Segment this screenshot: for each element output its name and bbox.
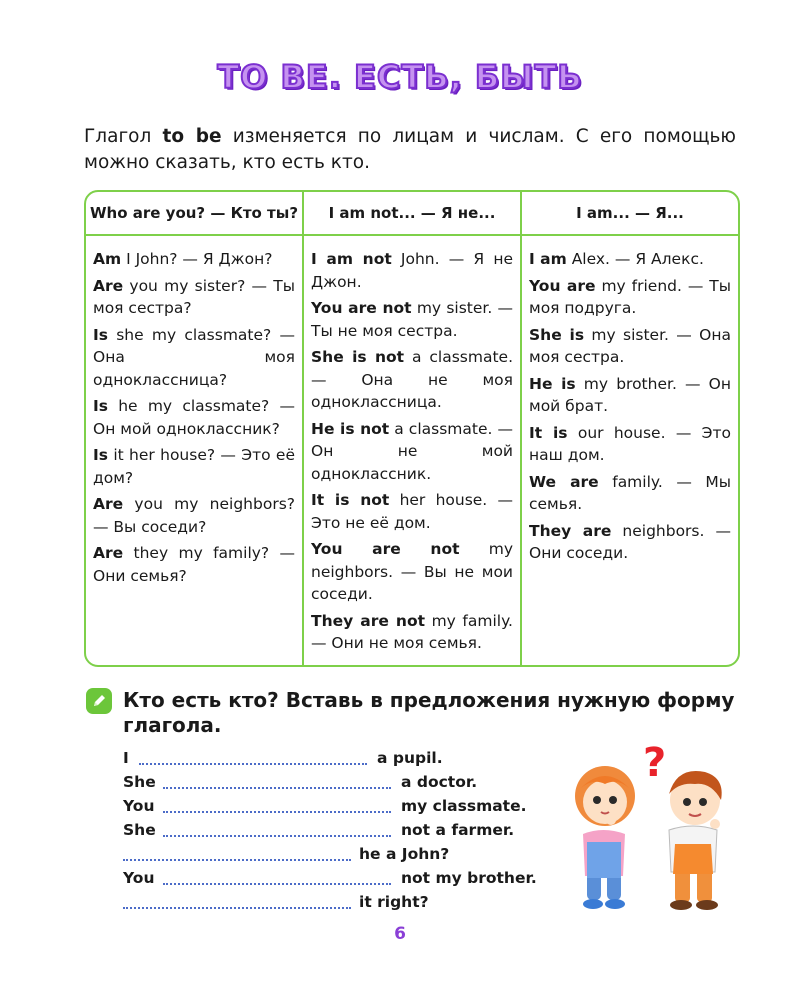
entry-bold: Am bbox=[93, 250, 122, 268]
line-start: I bbox=[123, 749, 129, 767]
entry-text: my sister. — Ты не моя сестра. bbox=[311, 299, 513, 340]
entry-bold: You are not bbox=[311, 299, 412, 317]
header-positive: I am... — Я... bbox=[520, 192, 738, 236]
entry-text: she my classmate? — Она моя одноклассница? bbox=[93, 325, 295, 389]
table-entry bbox=[93, 395, 295, 440]
entry-text: my friend. — Ты моя подруга. bbox=[529, 276, 732, 317]
entry-text: he my classmate? — Он мой одноклассник? bbox=[93, 397, 295, 438]
entry-text: you my neighbors? — Вы соседи? bbox=[93, 495, 295, 536]
table-entry bbox=[311, 610, 513, 655]
entry-text: I John? — Я Джон? bbox=[121, 250, 273, 268]
table-row bbox=[86, 236, 738, 665]
intro-text-after: изменяется по лицам и числам. С его помощью можно сказать, кто есть кто. bbox=[84, 126, 736, 173]
entry-bold: She is bbox=[529, 325, 585, 344]
blank-field[interactable] bbox=[163, 811, 391, 813]
intro-bold-term: to be bbox=[162, 126, 222, 147]
table-entry bbox=[529, 471, 731, 516]
entry-bold: Is bbox=[93, 325, 108, 344]
column-negatives bbox=[302, 236, 520, 665]
blank-field[interactable] bbox=[123, 907, 351, 909]
entry-bold: You are bbox=[529, 276, 596, 295]
line-end: not a farmer. bbox=[401, 821, 515, 839]
entry-bold: I am not bbox=[311, 250, 392, 268]
line-start: She bbox=[123, 821, 156, 839]
exercise-line bbox=[123, 746, 563, 770]
entry-bold: It is bbox=[529, 423, 568, 442]
table-entry bbox=[311, 346, 513, 414]
blank-field[interactable] bbox=[163, 787, 391, 789]
entry-text: my sister. — Она моя сестра. bbox=[529, 325, 731, 366]
line-end: my classmate. bbox=[401, 797, 527, 815]
entry-text: our house. — Это наш дом. bbox=[529, 423, 731, 464]
table-entry bbox=[93, 542, 295, 587]
entry-bold: Is bbox=[93, 446, 108, 464]
header-negative: I am not... — Я не... bbox=[302, 192, 520, 236]
line-end: a doctor. bbox=[401, 773, 478, 791]
line-start: You bbox=[123, 869, 155, 887]
exercise-line bbox=[123, 818, 563, 842]
entry-text: a classmate. — Она не моя одноклассница. bbox=[311, 348, 514, 411]
table-entry bbox=[529, 422, 731, 467]
entry-bold: He is bbox=[529, 374, 576, 393]
line-end: it right? bbox=[359, 893, 429, 911]
entry-text: you my sister? — Ты моя сестра? bbox=[93, 276, 295, 317]
exercise-line bbox=[123, 842, 563, 866]
table-entry bbox=[529, 275, 731, 320]
entry-text: her house. — Это не её дом. bbox=[311, 491, 514, 532]
line-end: he a John? bbox=[359, 845, 450, 863]
entry-text: my neighbors. — Вы не мои соседи. bbox=[311, 540, 513, 603]
table-entry bbox=[311, 418, 513, 486]
blank-field[interactable] bbox=[163, 883, 391, 885]
line-start: You bbox=[123, 797, 155, 815]
children-illustration bbox=[565, 742, 755, 912]
table-entry bbox=[311, 297, 513, 342]
table-entry bbox=[529, 520, 731, 565]
entry-bold: They are bbox=[529, 521, 612, 540]
column-positives bbox=[520, 236, 738, 665]
entry-bold: Is bbox=[93, 397, 108, 415]
entry-text: John. — Я не Джон. bbox=[311, 250, 513, 291]
boy-figure bbox=[669, 771, 722, 910]
page-number: 6 bbox=[394, 924, 406, 944]
exercise-line bbox=[123, 770, 563, 794]
entry-text: Alex. — Я Алекс. bbox=[566, 250, 704, 268]
line-end: a pupil. bbox=[377, 749, 443, 767]
entry-bold: I am bbox=[529, 250, 567, 268]
exercise-line bbox=[123, 890, 563, 914]
entry-bold: Are bbox=[93, 276, 124, 295]
entry-text: neighbors. — Они соседи. bbox=[529, 521, 731, 562]
table-entry bbox=[93, 248, 295, 271]
entry-bold: They are not bbox=[311, 611, 426, 630]
girl-figure bbox=[575, 766, 635, 909]
header-question: Who are you? — Кто ты? bbox=[86, 192, 302, 236]
page-title: TO BE. ЕСТЬ, БЫТЬ bbox=[217, 58, 583, 96]
blank-field[interactable] bbox=[123, 859, 351, 861]
entry-text: they my family? — Они семья? bbox=[93, 544, 295, 585]
table-entry bbox=[529, 373, 731, 418]
entry-bold: We are bbox=[529, 472, 599, 491]
blank-field[interactable] bbox=[163, 835, 391, 837]
table-entry bbox=[311, 248, 513, 293]
entry-text: it her house? — Это её дом? bbox=[93, 446, 295, 487]
exercise-list bbox=[123, 746, 563, 914]
table-entry bbox=[311, 489, 513, 534]
line-end: not my brother. bbox=[401, 869, 537, 887]
table-entry bbox=[529, 324, 731, 369]
pencil-icon bbox=[86, 688, 112, 714]
entry-text: a classmate. — Он не мой одноклассник. bbox=[311, 419, 513, 483]
table-header-row bbox=[86, 192, 738, 236]
table-entry bbox=[93, 324, 295, 392]
entry-text: family. — Мы семья. bbox=[529, 472, 731, 513]
line-start: She bbox=[123, 773, 156, 791]
grammar-table bbox=[84, 190, 740, 667]
entry-text: my brother. — Он мой брат. bbox=[529, 374, 731, 415]
table-entry bbox=[311, 538, 513, 606]
intro-text-before: Глагол bbox=[84, 126, 163, 147]
entry-bold: It is not bbox=[311, 491, 390, 509]
task-title: Кто есть кто? Вставь в предложения нужную форму глагола. bbox=[123, 688, 735, 737]
table-entry bbox=[93, 275, 295, 320]
entry-text: my family. — Они не моя семья. bbox=[311, 611, 513, 652]
entry-bold: Are bbox=[93, 495, 124, 513]
blank-field[interactable] bbox=[139, 763, 367, 765]
exercise-line bbox=[123, 794, 563, 818]
table-entry bbox=[93, 493, 295, 538]
column-questions bbox=[86, 236, 302, 665]
table-entry bbox=[529, 248, 731, 271]
entry-bold: Are bbox=[93, 544, 124, 562]
table-entry bbox=[93, 444, 295, 489]
entry-bold: She is not bbox=[311, 348, 405, 366]
entry-bold: He is not bbox=[311, 419, 390, 438]
intro-paragraph bbox=[84, 124, 736, 176]
entry-bold: You are not bbox=[311, 540, 460, 558]
exercise-line bbox=[123, 866, 563, 890]
question-mark-icon: ? bbox=[643, 742, 667, 786]
